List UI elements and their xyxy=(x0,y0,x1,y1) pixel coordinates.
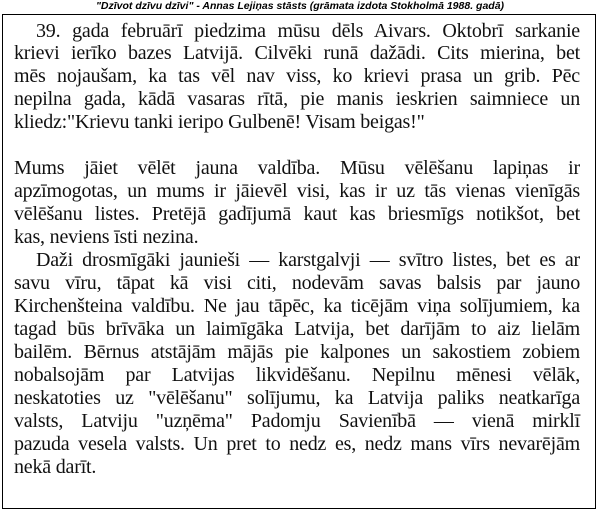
text-line: apzīmogotas, un mums ir jāievēl visi, kas ir uz tās vienas vienīgās xyxy=(14,180,580,202)
text-line: Kirchenšteina valdību. Ne jau tāpēc, ka ticējām viņa solījumiem, ka xyxy=(14,295,580,317)
text-line: pazuda vesela valsts. Un pret to nedz es, nedz mans vīrs nevarējām xyxy=(14,433,580,455)
text-line: savu vīru, tāpat kā visi citi, nodevām savas balsis par jauno xyxy=(14,272,580,294)
text-line: nekā darīt. xyxy=(14,456,97,478)
text-line: neskatoties uz "vēlēšanu" solījumu, ka Latvija paliks neatkarīga xyxy=(14,387,580,409)
text-line: vēlēšanu listes. Pretējā gadījumā kaut kas briesmīgs notikšot, bet xyxy=(14,203,580,225)
text-line: 39. gada februārī piedzima mūsu dēls Aivars. Oktobrī sarkanie xyxy=(36,20,580,42)
text-line: nepilna gada, kādā vasaras rītā, pie manis ieskrien saimniece un xyxy=(14,88,580,110)
text-line: kliedz:"Krievu tanki ieripo Gulbenē! Visam beigas!" xyxy=(14,111,425,133)
text-line: mēs nojaušam, ka tas vēl nav viss, ko krievi prasa un grib. Pēc xyxy=(14,65,580,87)
text-frame xyxy=(2,14,596,509)
document-caption: "Dzīvot dzīvu dzīvi" - Annas Lejiņas stāsts (grāmata izdota Stokholmā 1988. gadā) xyxy=(95,0,505,12)
text-line: kas, neviens īsti nezina. xyxy=(14,226,199,248)
text-line: tagad būs brīvāka un laimīgāka Latvija, bet darījām to aiz lielām xyxy=(14,318,580,340)
text-line: Daži drosmīgāki jaunieši — karstgalvji — svītro listes, bet es ar xyxy=(36,249,580,271)
text-line: krievi ierīko bazes Latvijā. Cilvēki runā dažādi. Cits mierina, bet xyxy=(14,42,580,64)
text-line: Mums jāiet vēlēt jauna valdība. Mūsu vēlēšanu lapiņas ir xyxy=(14,157,580,179)
text-line: valsts, Latviju "uzņēma" Padomju Savienībā — vienā mirklī xyxy=(14,410,580,432)
text-line: nobalsojām par Latvijas likvidēšanu. Nepilnu mēnesi vēlāk, xyxy=(14,364,580,386)
text-line: bailēm. Bērnus atstājām mājās pie kalpones un sakostiem zobiem xyxy=(14,341,580,363)
